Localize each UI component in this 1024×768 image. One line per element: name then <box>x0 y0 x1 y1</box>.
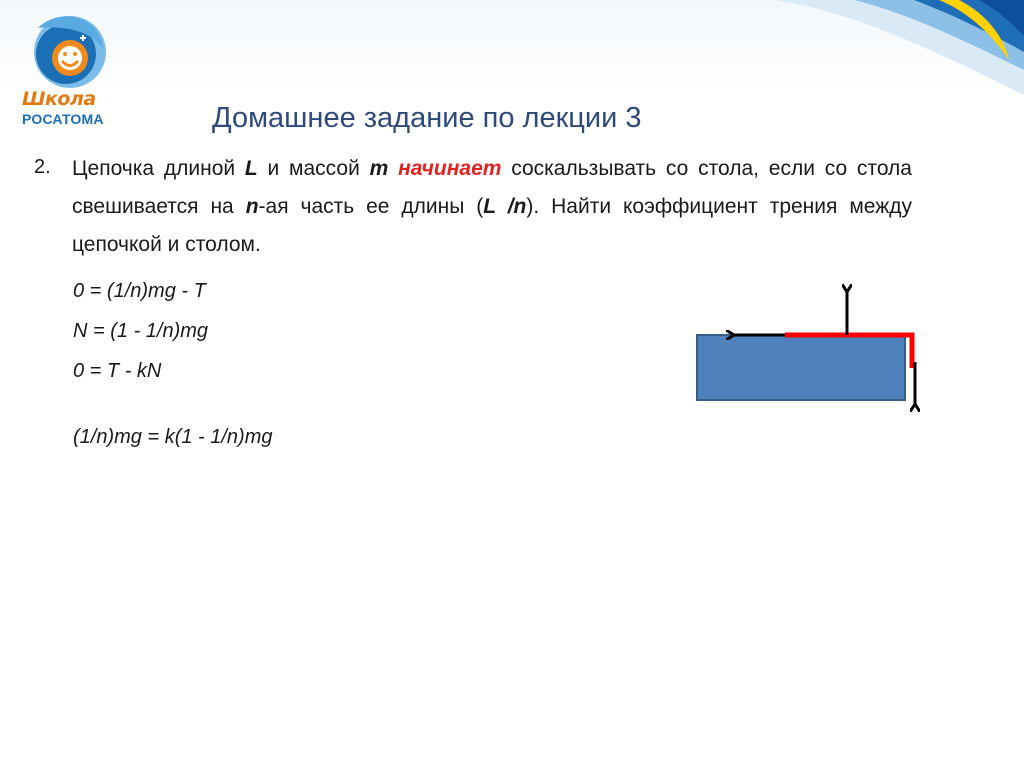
equation-1: 0 = (1/n)mg - T <box>73 280 206 302</box>
logo-text-school: Школа <box>22 88 96 110</box>
problem-text: Цепочка длиной L и массой m начинает соскальзывать со стола, если со стола свешивается на n-ая часть ее длины (L /n). Найти коэффициент трения между цепочкой и столом. <box>72 157 912 256</box>
page-title: Домашнее задание по лекции 3 <box>212 102 642 134</box>
highlight-starts: начинает <box>398 157 502 180</box>
var-m: m <box>369 157 389 180</box>
equation-3: 0 = T - kN <box>73 360 162 382</box>
equation-4: (1/n)mg = k(1 - 1/n)mg <box>73 426 273 448</box>
var-L: L <box>244 157 258 180</box>
chain-on-table-diagram <box>690 280 940 420</box>
problem-number: 2. <box>34 156 51 178</box>
corner-waves-decoration <box>764 0 1024 125</box>
table-block <box>697 335 905 400</box>
var-n: n <box>245 195 259 218</box>
logo-text-rosatom: РОСАТОМА <box>22 111 104 127</box>
equation-2: N = (1 - 1/n)mg <box>73 320 209 342</box>
